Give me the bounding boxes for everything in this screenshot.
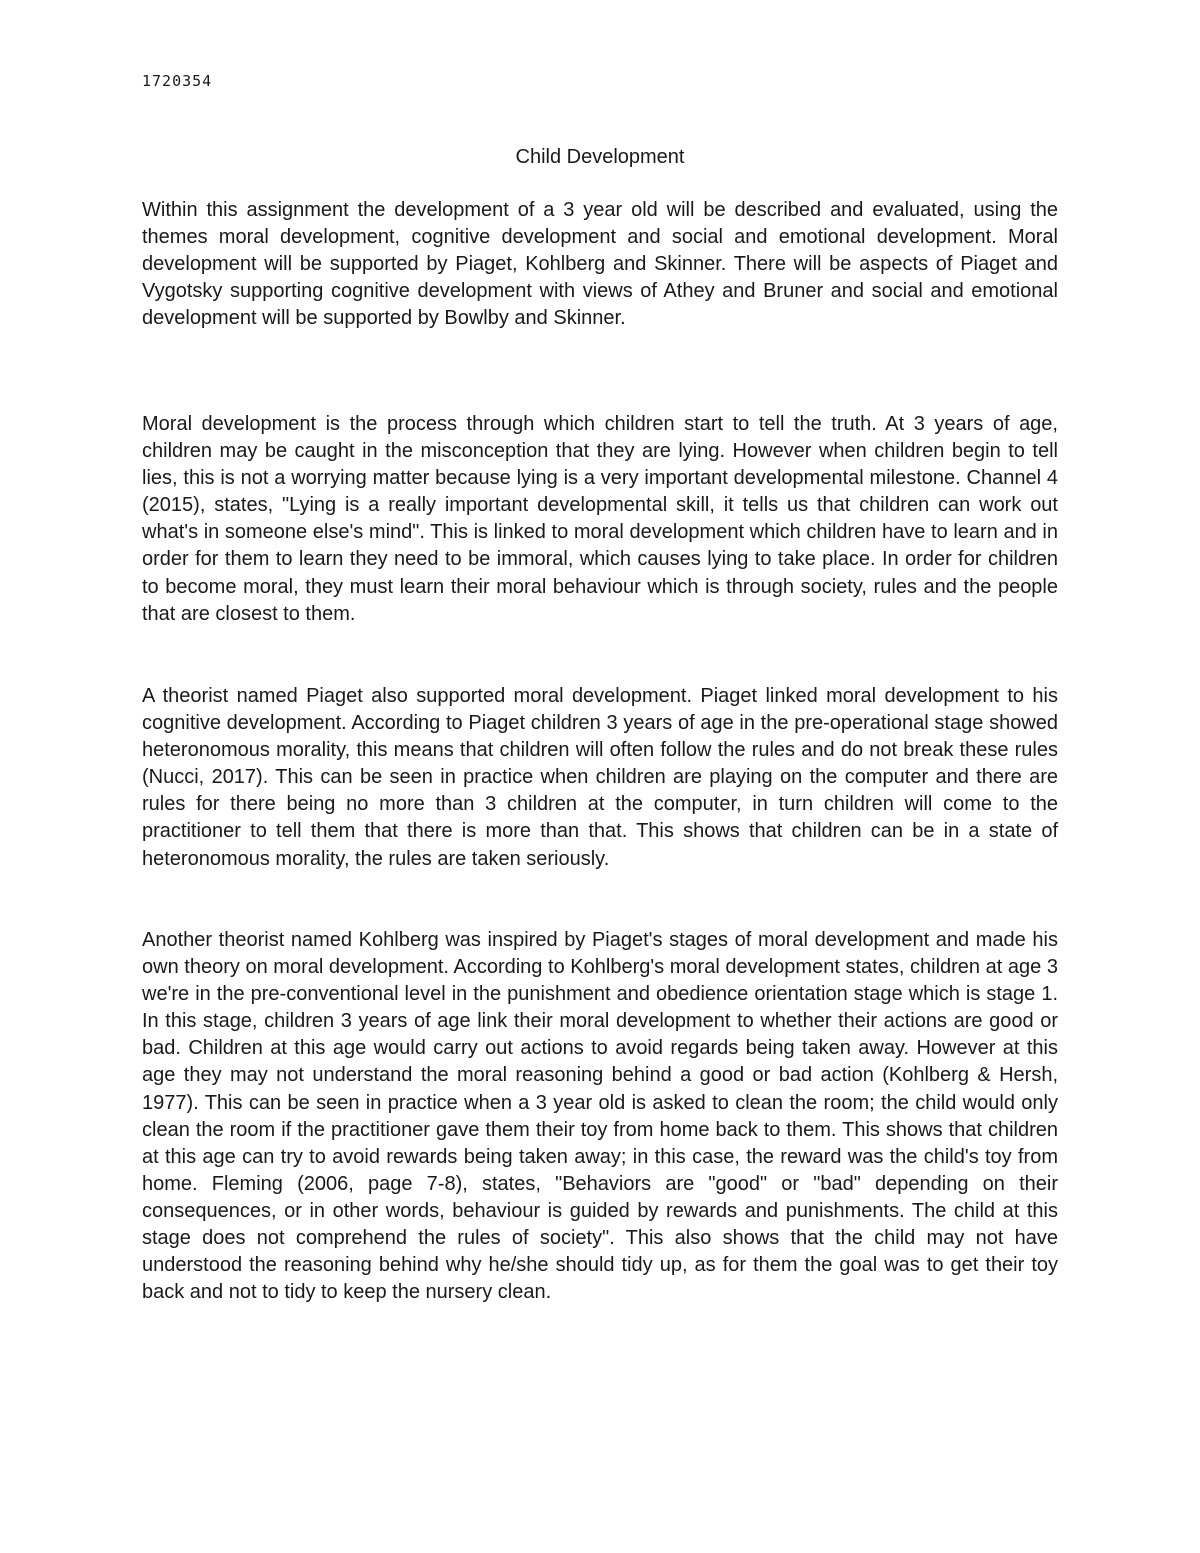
paragraph-introduction: Within this assignment the development of a 3 year old will be described and evaluated, using the themes moral development, cognitive development and social and emotional development. Moral development will be supported by Piaget, Kohlberg and Skinner. There will be aspects of Piaget and Vygotsky supporting cognitive development with views of Athey and Bruner and social and emotional development will be supported by Bowlby and Skinner. (142, 199, 1058, 330)
student-id: 1720354 (142, 72, 213, 90)
paragraph-moral-development: Moral development is the process through which children start to tell the truth. At 3 years of age, children may be caught in the misconception that they are lying. However when children begin to tell lies, this is not a worrying matter because lying is a very important developmental milestone. Channel 4 (2015), states, "Lying is a really important developmental skill, it tells us that children can work out what's in someone else's mind". This is linked to moral development which children have to learn and in order for them to learn they need to be immoral, which causes lying to take place. In order for children to become moral, they must learn their moral behaviour which is through society, rules and the people that are closest to them. (142, 413, 1058, 625)
document-title: Child Development (515, 146, 685, 168)
paragraph-kohlberg: Another theorist named Kohlberg was inspired by Piaget's stages of moral development and made his own theory on moral development. According to Kohlberg's moral development states, children at age 3 we're in the pre-conventional level in the punishment and obedience orientation stage which is stage 1. In this stage, children 3 years of age link their moral development to whether their actions are good or bad. Children at this age would carry out actions to avoid regards being taken away. However at this age they may not understand the moral reasoning behind a good or bad action (Kohlberg & Hersh, 1977). This can be seen in practice when a 3 year old is asked to clean the room; the child would only clean the room if the practitioner gave them their toy from home back to them. This shows that children at this age can try to avoid rewards being taken away; in this case, the reward was the child's toy from home. Fleming (2006, page 7-8), states, "Behaviors are "good" or "bad" depending on their consequences, or in other words, behaviour is guided by rewards and punishments. The child at this stage does not comprehend the rules of society". This also shows that the child may not have understood the reasoning behind why he/she should tidy up, as for them the goal was to get their toy back and not to tidy to keep the nursery clean. (142, 929, 1058, 1304)
paragraph-piaget: A theorist named Piaget also supported moral development. Piaget linked moral development to his cognitive development. According to Piaget children 3 years of age in the pre-operational stage showed heteronomous morality, this means that children will often follow the rules and do not break these rules (Nucci, 2017). This can be seen in practice when children are playing on the computer and there are rules for there being no more than 3 children at the computer, in turn children will come to the practitioner to tell them that there is more than that. This shows that children can be in a state of heteronomous morality, the rules are taken seriously. (142, 685, 1058, 870)
